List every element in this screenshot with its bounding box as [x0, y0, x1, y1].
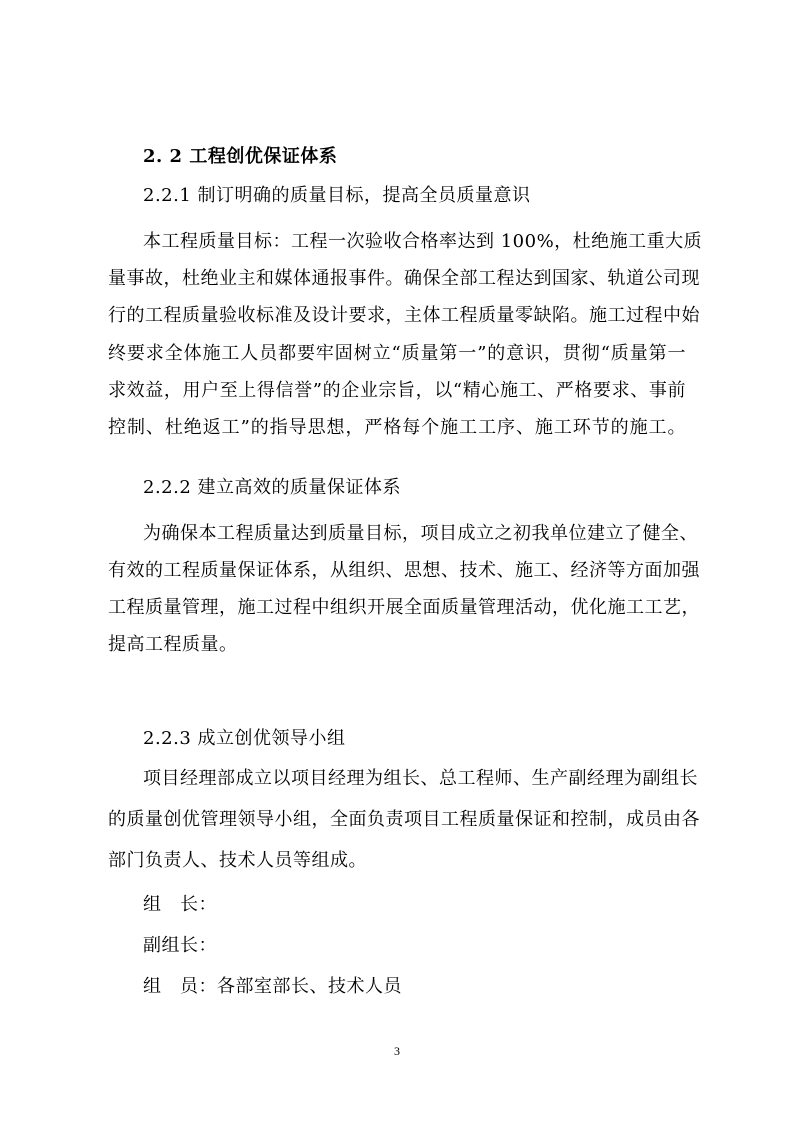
paragraph-line: 终要求全体施工人员都要牢固树立“质量第一”的意识，贯彻“质量第一 — [108, 343, 686, 364]
section-heading-2-2: 2. 2 工程创优保证体系 — [143, 146, 338, 167]
paragraph-line: 项目经理部成立以项目经理为组长、总工程师、生产副经理为副组长 — [143, 768, 698, 789]
paragraph-line: 求效益，用户至上得信誉”的企业宗旨，以“精心施工、严格要求、事前 — [108, 380, 686, 401]
paragraph-line: 本工程质量目标：工程一次验收合格率达到 100%，杜绝施工重大质 — [143, 231, 703, 252]
role-deputy-leader: 副组长： — [143, 935, 217, 956]
paragraph-line: 为确保本工程质量达到质量目标，项目成立之初我单位建立了健全、 — [143, 523, 698, 544]
page-number: 3 — [394, 1044, 400, 1058]
paragraph-line: 有效的工程质量保证体系，从组织、思想、技术、施工、经济等方面加强 — [108, 560, 700, 581]
paragraph-line: 控制、杜绝返工”的指导思想，严格每个施工工序、施工环节的施工。 — [108, 417, 686, 438]
paragraph-line: 量事故，杜绝业主和媒体通报事件。确保全部工程达到国家、轨道公司现 — [108, 268, 700, 289]
subsection-heading-2-2-3: 2.2.3 成立创优领导小组 — [143, 728, 346, 749]
role-leader: 组 长： — [143, 894, 217, 915]
paragraph-line: 部门负责人、技术人员等组成。 — [108, 850, 367, 871]
paragraph-line: 工程质量管理，施工过程中组织开展全面质量管理活动，优化施工工艺， — [108, 597, 700, 618]
paragraph-line: 提高工程质量。 — [108, 634, 238, 655]
paragraph-line: 的质量创优管理领导小组，全面负责项目工程质量保证和控制，成员由各 — [108, 809, 700, 830]
subsection-heading-2-2-2: 2.2.2 建立高效的质量保证体系 — [143, 477, 402, 498]
role-members: 组 员：各部室部长、技术人员 — [143, 976, 402, 997]
subsection-heading-2-2-1: 2.2.1 制订明确的质量目标，提高全员质量意识 — [143, 185, 531, 206]
paragraph-line: 行的工程质量验收标准及设计要求，主体工程质量零缺陷。施工过程中始 — [108, 305, 700, 326]
